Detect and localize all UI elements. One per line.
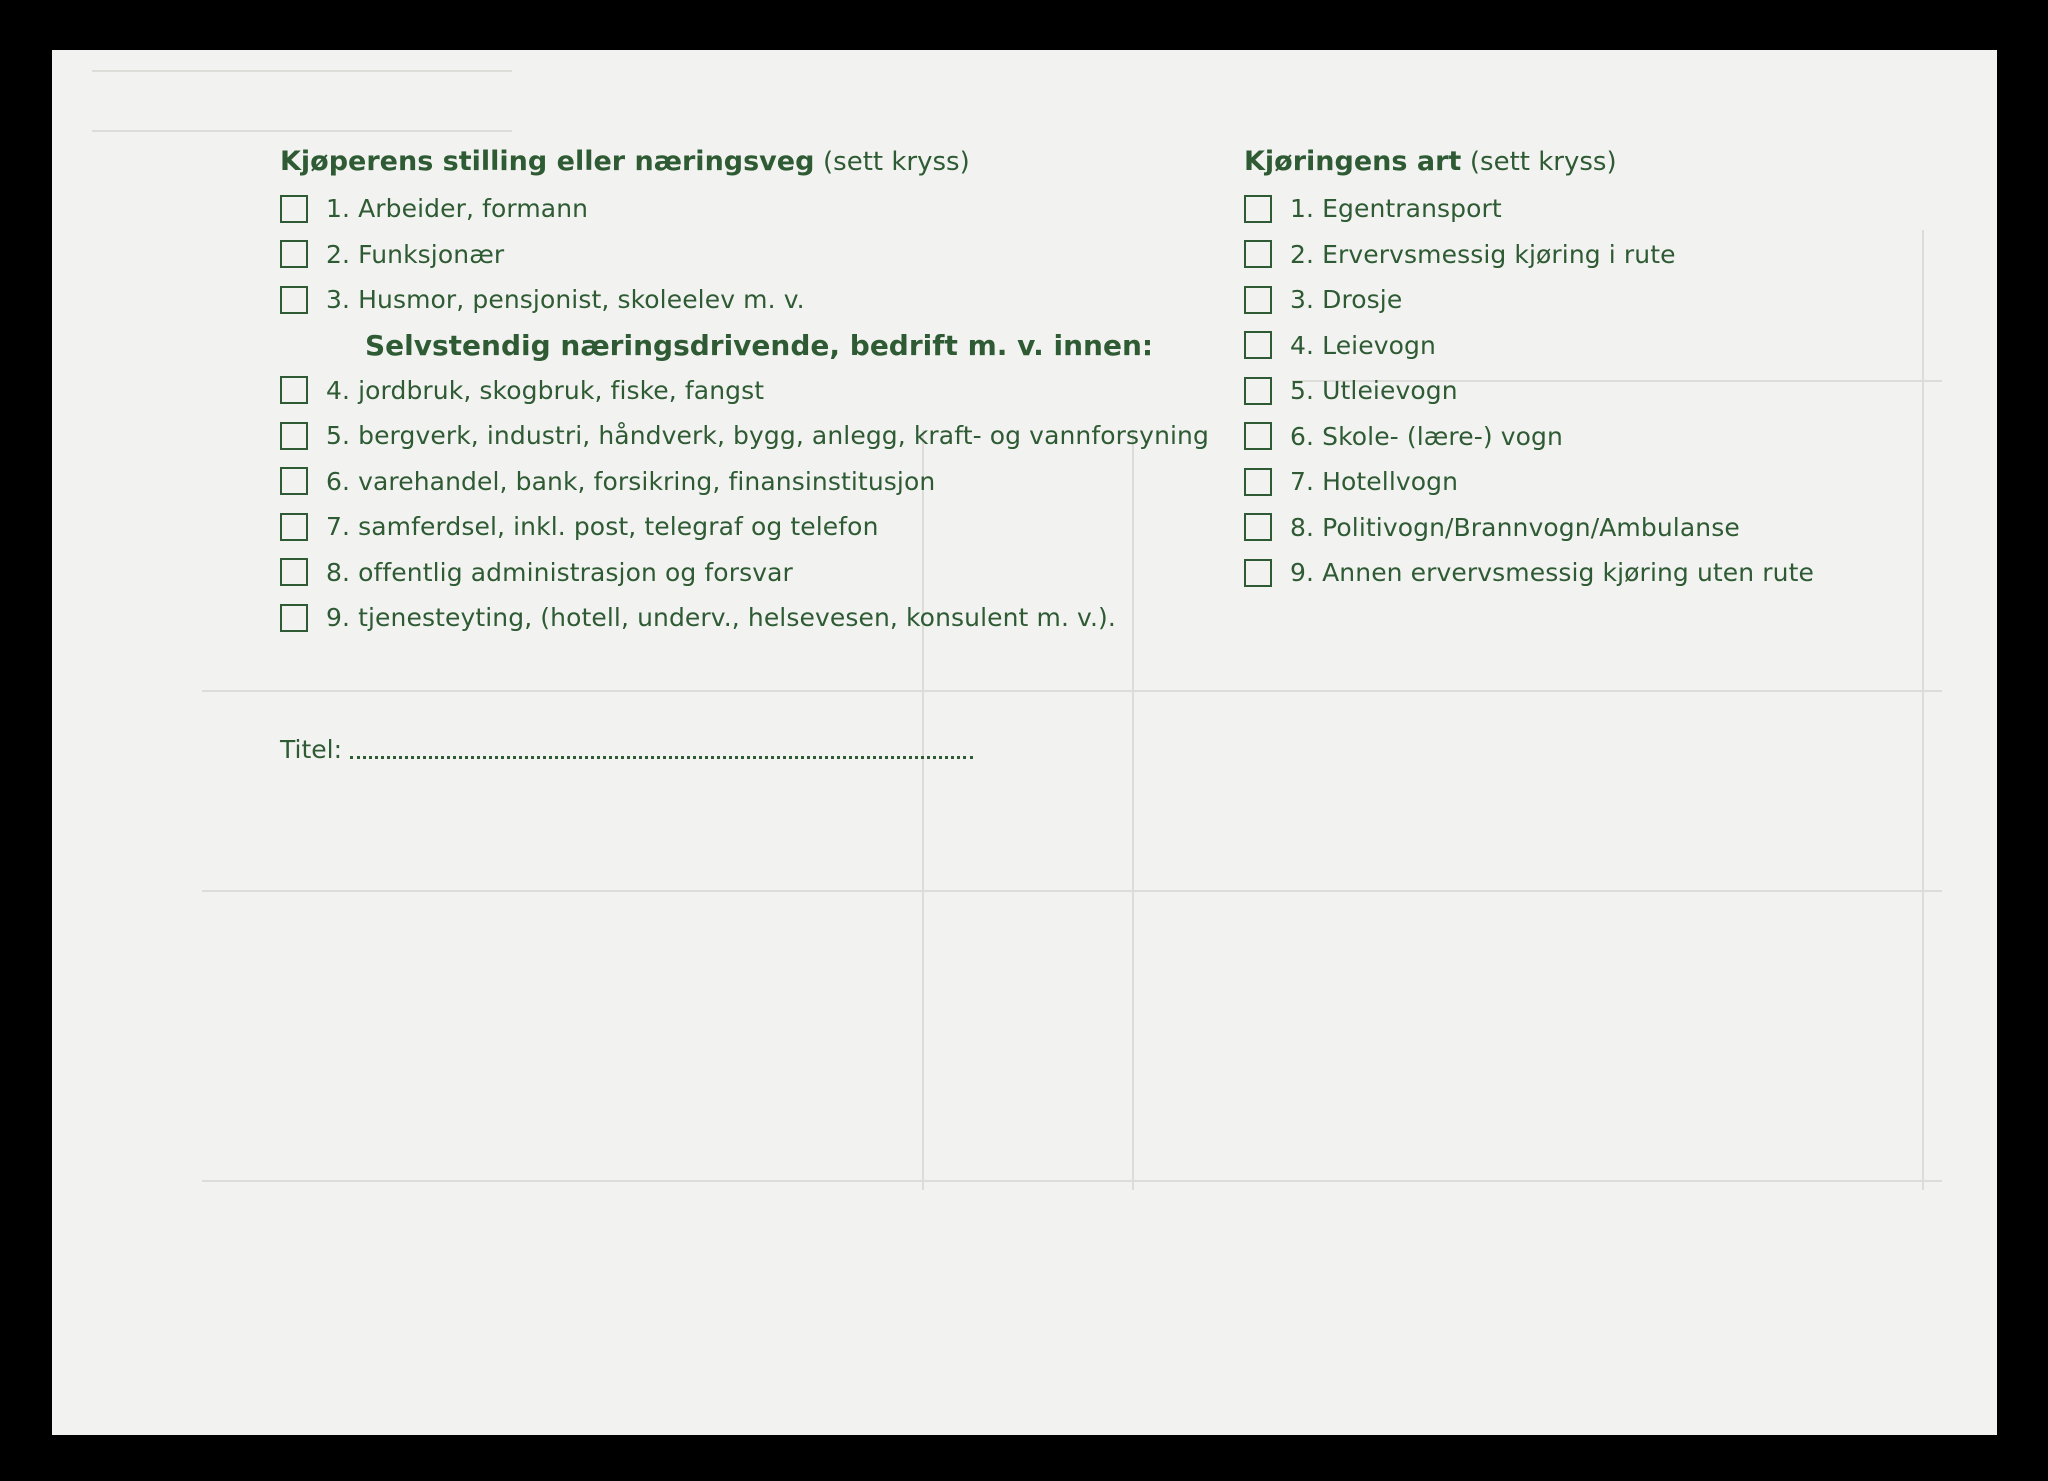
option-label: 9. tjenesteyting, (hotell, underv., helsevesen, konsulent m. v.). <box>326 603 1116 633</box>
checkbox[interactable] <box>280 604 308 632</box>
option-label: 8. offentlig administrasjon og forsvar <box>326 557 793 587</box>
driving-option-9[interactable] <box>1244 550 1944 596</box>
option-label: 1. Arbeider, formann <box>326 194 589 224</box>
checkbox[interactable] <box>1244 468 1272 496</box>
checkbox[interactable] <box>1244 240 1272 268</box>
driving-type-heading: Kjøringens art (sett kryss) <box>1244 146 1617 177</box>
checkbox[interactable] <box>1244 331 1272 359</box>
option-label: 4. jordbruk, skogbruk, fiske, fangst <box>326 375 765 405</box>
option-label: 9. Annen ervervsmessig kjøring uten rute <box>1290 558 1814 588</box>
self-employed-subheading: Selvstendig næringsdrivende, bedrift m. v. innen: <box>365 328 1154 362</box>
driving-option-2[interactable] <box>1244 232 1944 278</box>
occupation-option-9[interactable] <box>280 595 1290 641</box>
occupation-option-1[interactable] <box>280 186 1290 232</box>
occupation-option-2[interactable] <box>280 232 1290 278</box>
option-label: 4. Leievogn <box>1290 330 1436 360</box>
driving-option-5[interactable] <box>1244 368 1944 414</box>
bleed-through-rule <box>202 1180 1942 1182</box>
option-label: 2. Funksjonær <box>326 239 505 269</box>
driving-option-8[interactable] <box>1244 505 1944 551</box>
option-label: 5. Utleievogn <box>1290 376 1458 406</box>
buyer-occupation-heading: Kjøperens stilling eller næringsveg (sett kryss) <box>280 146 970 177</box>
buyer-occupation-section <box>280 142 1290 641</box>
bleed-through-rule <box>92 70 512 72</box>
occupation-option-8[interactable] <box>280 550 1290 596</box>
title-field <box>280 735 973 764</box>
checkbox[interactable] <box>1244 513 1272 541</box>
driving-option-7[interactable] <box>1244 459 1944 505</box>
option-label: 2. Ervervsmessig kjøring i rute <box>1290 239 1676 269</box>
checkbox[interactable] <box>280 467 308 495</box>
option-label: 7. samferdsel, inkl. post, telegraf og telefon <box>326 512 879 542</box>
checkbox[interactable] <box>280 286 308 314</box>
occupation-option-3[interactable] <box>280 277 1290 323</box>
option-label: 6. varehandel, bank, forsikring, finansinstitusjon <box>326 466 936 496</box>
occupation-option-4[interactable] <box>280 368 1290 414</box>
checkbox[interactable] <box>280 195 308 223</box>
driving-option-1[interactable] <box>1244 186 1944 232</box>
option-label: 1. Egentransport <box>1290 194 1502 224</box>
driving-option-4[interactable] <box>1244 323 1944 369</box>
checkbox[interactable] <box>1244 422 1272 450</box>
checkbox[interactable] <box>1244 195 1272 223</box>
option-label: 8. Politivogn/Brannvogn/Ambulanse <box>1290 512 1740 542</box>
option-label: 5. bergverk, industri, håndverk, bygg, anlegg, kraft- og vannforsyning <box>326 421 1209 451</box>
checkbox[interactable] <box>1244 377 1272 405</box>
checkbox[interactable] <box>280 422 308 450</box>
occupation-option-7[interactable] <box>280 504 1290 550</box>
driving-type-section <box>1244 142 1944 596</box>
checkbox[interactable] <box>1244 559 1272 587</box>
bleed-through-rule <box>92 130 512 132</box>
checkbox[interactable] <box>280 376 308 404</box>
option-label: 3. Husmor, pensjonist, skoleelev m. v. <box>326 285 805 315</box>
occupation-option-6[interactable] <box>280 459 1290 505</box>
option-label: 3. Drosje <box>1290 285 1403 315</box>
bleed-through-rule <box>202 890 1942 892</box>
checkbox[interactable] <box>280 240 308 268</box>
title-input-line[interactable] <box>350 736 973 759</box>
checkbox[interactable] <box>280 558 308 586</box>
option-label: 6. Skole- (lære-) vogn <box>1290 421 1563 451</box>
checkbox[interactable] <box>280 513 308 541</box>
title-label: Titel: <box>280 735 342 764</box>
driving-option-3[interactable] <box>1244 277 1944 323</box>
occupation-option-5[interactable] <box>280 413 1290 459</box>
option-label: 7. Hotellvogn <box>1290 467 1459 497</box>
form-sheet <box>52 50 1997 1435</box>
checkbox[interactable] <box>1244 286 1272 314</box>
bleed-through-rule <box>202 690 1942 692</box>
driving-option-6[interactable] <box>1244 414 1944 460</box>
